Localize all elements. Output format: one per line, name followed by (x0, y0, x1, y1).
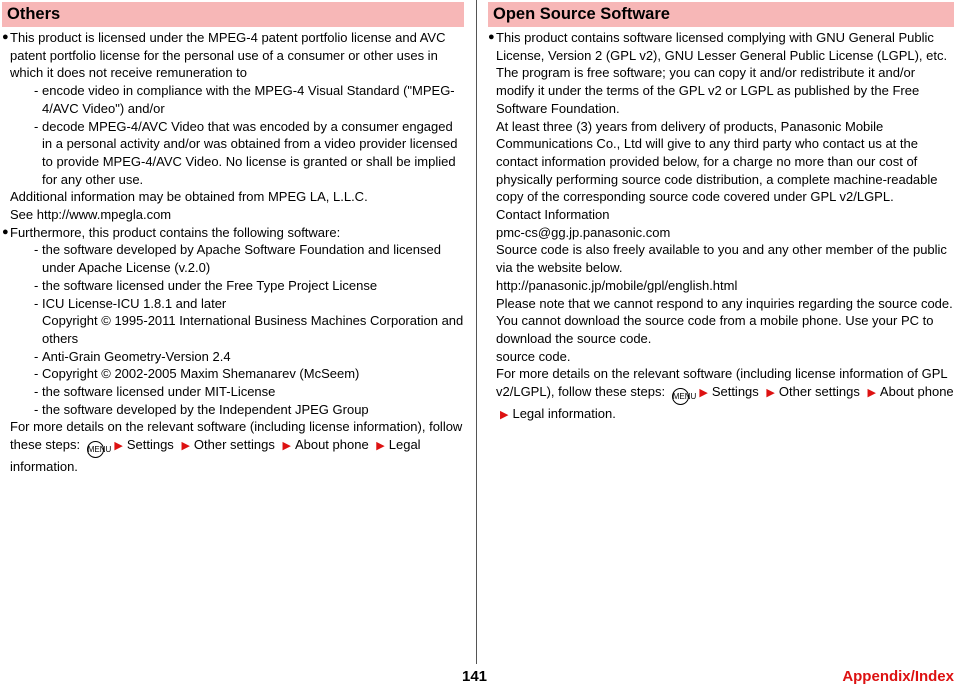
gpl-url-link[interactable]: http://panasonic.jp/mobile/gpl/english.html (496, 277, 738, 293)
appendix-index-link[interactable]: Appendix/Index (842, 668, 954, 685)
page-number: 141 (462, 668, 488, 685)
menu-key-icon: MENU (672, 388, 689, 405)
path-settings: Settings (711, 384, 759, 400)
right-triangle-icon: ▶ (376, 440, 385, 453)
open-source-section (488, 2, 954, 425)
list-item: - encode video in compliance with the MPEG-4 Visual Standard ("MPEG-4/AVC Video") and/or (34, 83, 455, 116)
bullet-icon: ● (2, 31, 9, 43)
right-triangle-icon: ▶ (766, 387, 775, 400)
software-list-paragraph: ● Furthermore, this product contains the following software: (2, 224, 341, 240)
list-item: - ICU License-ICU 1.8.1 and later Copyright © 1995-2011 International Business Machines Corporation and others (34, 295, 464, 346)
mpegla-link[interactable]: See http://www.mpegla.com (10, 207, 172, 223)
list-item: - the software licensed under the Free Type Project License (34, 277, 378, 293)
list-item: - Copyright © 2002-2005 Maxim Shemanarev (McSeem) (34, 366, 360, 382)
bullet-icon: ● (2, 225, 9, 238)
website-paragraph: Source code is also freely available to you and any other member of the public via the website below. (496, 242, 947, 276)
right-triangle-icon: ▶ (181, 440, 190, 453)
gpl-paragraph: ● This product contains software licensed complying with GNU General Public License, Version 2 (GPL v2), GNU Lesser General Public License (LGPL), etc. The program is free software; you can copy it and/or redistribute it and/or modify it under the terms of the GPL v2 or LGPL as published by the Free Software Foundation. (488, 30, 948, 116)
list-item: - the software licensed under MIT-License (34, 384, 276, 400)
mpegla-info: Additional information may be obtained from MPEG LA, L.L.C. (10, 189, 368, 205)
mpeg4-license-paragraph: ● This product is licensed under the MPEG-4 patent portfolio license and AVC patent portfolio license for the personal use of a consumer or other uses in which it does not receive remuneration to (2, 30, 446, 81)
open-source-heading: Open Source Software (488, 2, 954, 27)
list-item: - the software developed by the Independent JPEG Group (34, 401, 369, 417)
column-divider (476, 0, 477, 664)
steps-instruction: For more details on the relevant software (including license information), follow these steps: MENU ▶ Settings ▶ Other settings ▶ About phone ▶ Legal information. (10, 419, 463, 475)
right-triangle-icon: ▶ (282, 440, 291, 453)
right-triangle-icon: ▶ (699, 387, 708, 400)
others-section (2, 2, 464, 476)
path-settings: Settings (126, 437, 174, 453)
contact-label: Contact Information (496, 207, 610, 223)
list-item: - decode MPEG-4/AVC Video that was encoded by a consumer engaged in a personal activity and/or was obtained from a video provider licensed to provide MPEG-4/AVC Video. No license is granted or shall be implied for any other use. (34, 118, 458, 187)
list-item: - Anti-Grain Geometry-Version 2.4 (34, 348, 231, 364)
source-offer-paragraph: At least three (3) years from delivery of products, Panasonic Mobile Communications Co., Ltd will give to any third party who contact us at the contact information provided below, for a charge no more than our cost of physically performing source code distribution, a complete machine-readable copy of the corresponding source code covered under GPL v2/LGPL. (496, 118, 938, 205)
path-legal-information: Legal information. (512, 406, 616, 422)
path-about-phone: About phone (879, 384, 954, 400)
bullet-icon: ● (488, 31, 495, 43)
menu-key-icon: MENU (87, 441, 104, 458)
right-triangle-icon: ▶ (114, 440, 123, 453)
others-heading: Others (2, 2, 464, 27)
path-other-settings: Other settings (778, 384, 860, 400)
steps-instruction: For more details on the relevant software (including license information of GPL v2/LGPL), follow these steps: MENU ▶ Settings ▶ Other settings ▶ About phone ▶ Legal information. (496, 366, 954, 422)
list-item: - the software developed by Apache Software Foundation and licensed under Apache License (v.2.0) (34, 242, 441, 276)
path-about-phone: About phone (294, 437, 369, 453)
right-triangle-icon: ▶ (867, 387, 876, 400)
right-triangle-icon: ▶ (500, 409, 509, 422)
path-legal-information: Legal information. (10, 437, 421, 475)
inquiry-note: Please note that we cannot respond to any inquiries regarding the source code. You cannot download the source code from a mobile phone. Use your PC to download the source code. (496, 295, 953, 346)
contact-email[interactable]: pmc-cs@gg.jp.panasonic.com (496, 224, 671, 240)
path-other-settings: Other settings (193, 437, 275, 453)
source-code-note: source code. (496, 348, 571, 364)
icu-copyright: Copyright © 1995-2011 International Business Machines Corporation and others (42, 313, 464, 346)
